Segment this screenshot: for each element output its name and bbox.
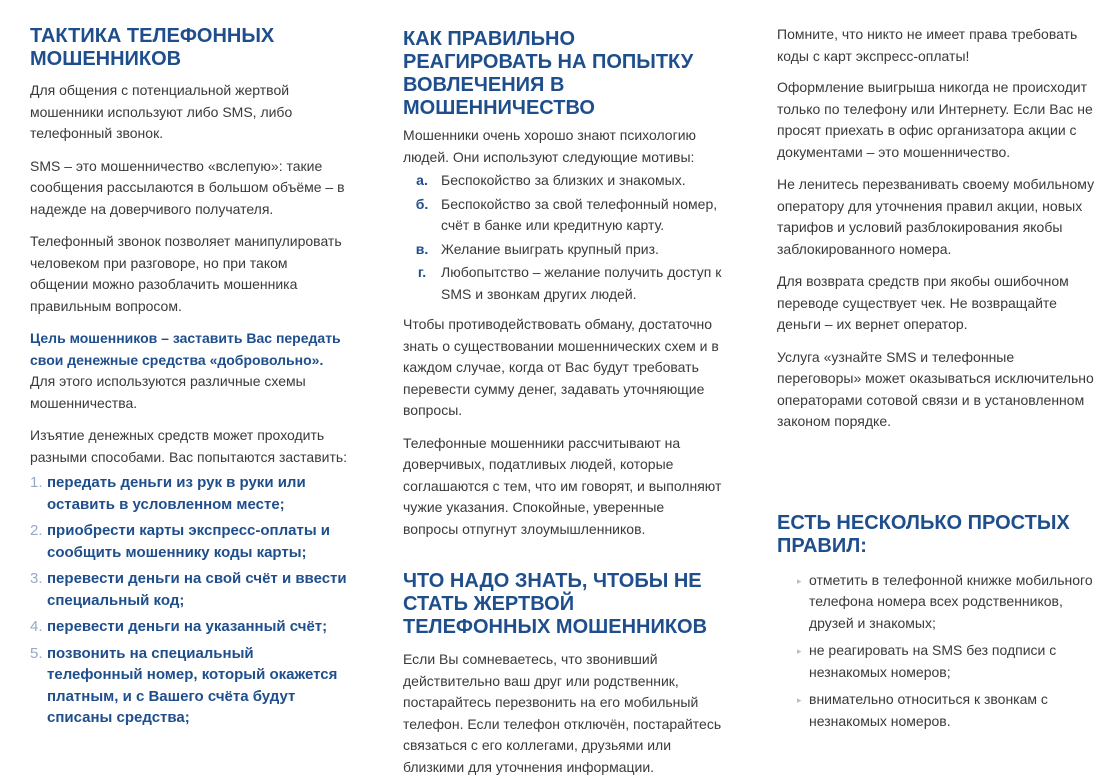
list-item xyxy=(30,568,348,611)
paragraph: SMS – это мошенничество «вслепую»: такие сообщения рассылаются в большом объёме – в надежде на доверчивого получателя. xyxy=(30,157,345,217)
list-marker: 4. xyxy=(30,618,43,635)
triangle-bullet-icon: ▸ xyxy=(797,575,802,586)
paragraph: Для общения с потенциальной жертвой мошенники используют либо SMS, либо телефонный звонок. xyxy=(30,82,293,141)
list-item xyxy=(403,170,723,192)
list-item xyxy=(30,472,348,515)
section-title-react: КАК ПРАВИЛЬНО РЕАГИРОВАТЬ НА ПОПЫТКУ ВОВЛЕЧЕНИЯ В МОШЕННИЧЕСТВО xyxy=(403,28,694,119)
triangle-bullet-icon: ▸ xyxy=(797,695,802,705)
section-title-know: ЧТО НАДО ЗНАТЬ, ЧТОБЫ НЕ СТАТЬ ЖЕРТВОЙ ТЕЛЕФОННЫХ МОШЕННИКОВ xyxy=(403,570,708,638)
list-item-text: внимательно относиться к звонкам с незнакомых номеров. xyxy=(809,691,1048,729)
list-item xyxy=(30,616,348,638)
column-middle xyxy=(403,0,723,778)
highlight-text: Цель мошенников – заставить Вас передать свои денежные средства «добровольно». xyxy=(30,330,341,368)
column-left xyxy=(30,0,348,729)
paragraph: Изъятие денежных средств может проходить разными способами. Вас попытаются заставить: xyxy=(30,427,348,465)
column-right xyxy=(777,0,1097,732)
list-marker: 5. xyxy=(30,644,43,662)
list-item-text: Желание выиграть крупный приз. xyxy=(441,240,659,257)
paragraph: Помните, что никто не имеет права требовать коды с карт экспресс-оплаты! xyxy=(777,26,1078,64)
list-item-text: Беспокойство за свой телефонный номер, счёт в банке или кредитную карту. xyxy=(441,195,718,233)
paragraph: Если Вы сомневаетесь, что звонивший действительно ваш друг или родственник, постарайтесь перезвонить на его мобильный телефон. Если телефон отключён, постарайтесь связаться с его коллегами, друзьями или близкими для уточнения информации. xyxy=(403,651,722,775)
paragraph: Чтобы противодействовать обману, достаточно знать о существовании мошеннических схем и в каждом случае, когда от Вас будут требовать перевести сумму денег, задавать уточняющие вопросы. xyxy=(403,316,719,418)
list-marker: а. xyxy=(416,172,428,188)
list-item xyxy=(30,643,348,729)
paragraph: Не ленитесь перезванивать своему мобильному оператору для уточнения правил акции, новых тарифов и условий разблокирования якобы заблокированного номера. xyxy=(777,176,1095,257)
section-title-tactics: ТАКТИКА ТЕЛЕФОННЫХ МОШЕННИКОВ xyxy=(30,25,275,70)
list-item-text: отметить в телефонной книжке мобильного телефона номера всех родственников, друзей и знакомых; xyxy=(809,571,1093,631)
list-item-text: не реагировать на SMS без подписи с незнакомых номеров; xyxy=(809,642,1057,680)
list-item-text: передать деньги из рук в руки или оставить в условленном месте; xyxy=(47,474,306,513)
paragraph-rest: Для этого используются различные схемы мошенничества. xyxy=(30,373,306,411)
list-item-text: Любопытство – желание получить доступ к SMS и звонкам других людей. xyxy=(441,264,722,302)
list-marker: 1. xyxy=(30,474,43,491)
list-item xyxy=(30,520,348,563)
list-item xyxy=(403,239,723,261)
list-item-text: перевести деньги на указанный счёт; xyxy=(47,618,328,635)
list-item-text: приобрести карты экспресс-оплаты и сообщить мошеннику коды карты; xyxy=(47,522,331,561)
section-title-rules: ЕСТЬ НЕСКОЛЬКО ПРОСТЫХ ПРАВИЛ: xyxy=(777,511,1070,557)
list-item xyxy=(777,689,1097,732)
list-item xyxy=(403,194,723,237)
list-item xyxy=(777,640,1097,683)
list-marker: 2. xyxy=(30,522,43,539)
list-item xyxy=(777,570,1097,635)
motives-list xyxy=(403,170,723,305)
list-item-text: позвонить на специальный телефонный номер, который окажется платным, и с Вашего счёта будут списаны средства; xyxy=(47,644,338,726)
methods-list xyxy=(30,472,348,729)
paragraph: Телефонный звонок позволяет манипулировать человеком при разговоре, но при таком общении можно разоблачить мошенника правильным вопросом. xyxy=(30,233,342,314)
paragraph: Мошенники очень хорошо знают психологию людей. Они используют следующие мотивы: xyxy=(403,127,697,165)
list-item-text: Беспокойство за близких и знакомых. xyxy=(441,172,686,188)
paragraph: Телефонные мошенники рассчитывают на доверчивых, податливых людей, которые соглашаются с тем, что им говорят, и выполняют чужие указания. Спокойные, уверенные вопросы отпугнут злоумышленников. xyxy=(403,434,722,537)
list-item xyxy=(403,262,723,305)
paragraph-goal xyxy=(30,328,348,414)
list-item-text: перевести деньги на свой счёт и ввести специальный код; xyxy=(47,570,347,609)
list-marker: в. xyxy=(415,240,429,257)
triangle-bullet-icon: ▸ xyxy=(797,646,802,656)
list-marker: г. xyxy=(417,264,427,280)
paragraph: Услуга «узнайте SMS и телефонные переговоры» может оказываться исключительно операторами сотовой связи и в установленном законом порядке. xyxy=(777,348,1094,429)
paragraph: Для возврата средств при якобы ошибочном переводе существует чек. Не возвращайте деньги – их вернет оператор. xyxy=(777,273,1069,332)
paragraph: Оформление выигрыша никогда не происходит только по телефону или Интернету. Если Вас не просят приехать в офис организатора акции с документами – это мошенничество. xyxy=(777,79,1093,160)
list-marker: 3. xyxy=(30,570,43,587)
rules-list xyxy=(777,570,1097,733)
list-marker: б. xyxy=(415,195,429,212)
